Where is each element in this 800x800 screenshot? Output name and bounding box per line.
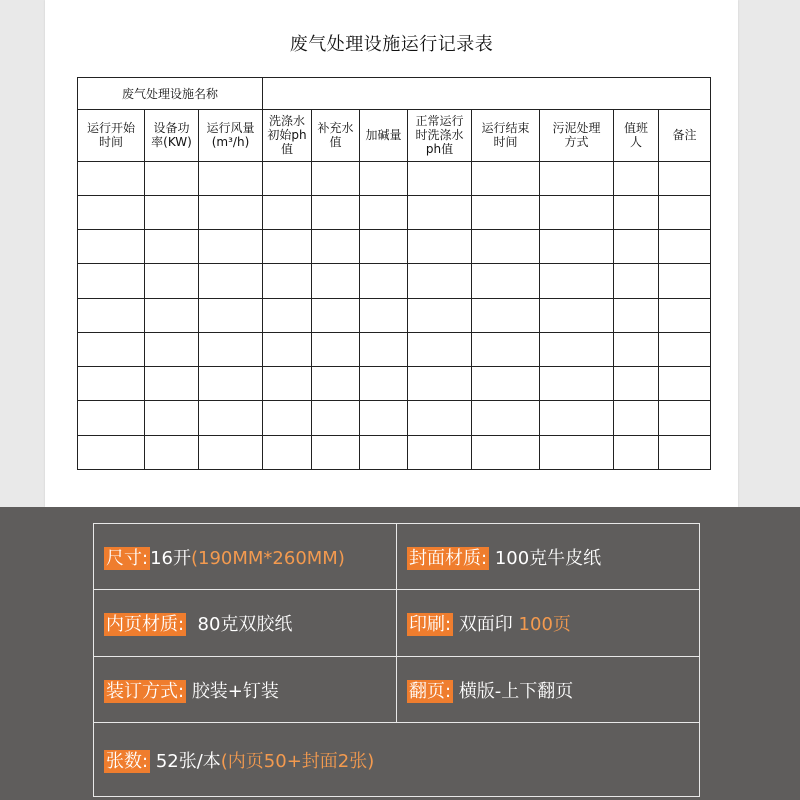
facility-name-value[interactable] bbox=[263, 78, 711, 110]
record-cell[interactable] bbox=[540, 195, 614, 229]
column-header bbox=[263, 110, 312, 161]
record-cell[interactable] bbox=[614, 367, 659, 401]
sheets-value: 52张/本 bbox=[155, 750, 221, 772]
record-cell[interactable] bbox=[408, 435, 472, 469]
record-cell[interactable] bbox=[78, 298, 145, 332]
column-header bbox=[78, 110, 145, 161]
record-cell[interactable] bbox=[360, 298, 408, 332]
record-cell[interactable] bbox=[312, 161, 360, 195]
sheets-label: 张数: bbox=[106, 750, 149, 772]
column-header bbox=[360, 110, 408, 161]
sheets-detail: (内页50+封面2张) bbox=[220, 750, 375, 772]
record-cell[interactable] bbox=[360, 435, 408, 469]
record-cell[interactable] bbox=[408, 230, 472, 264]
record-cell[interactable] bbox=[360, 195, 408, 229]
record-cell[interactable] bbox=[263, 298, 312, 332]
record-cell[interactable] bbox=[78, 332, 145, 366]
record-cell[interactable] bbox=[614, 298, 659, 332]
record-cell[interactable] bbox=[472, 298, 540, 332]
record-cell[interactable] bbox=[408, 367, 472, 401]
column-header bbox=[540, 110, 614, 161]
size-value: 16开 bbox=[150, 547, 191, 569]
record-cell[interactable] bbox=[614, 230, 659, 264]
record-cell[interactable] bbox=[360, 332, 408, 366]
record-cell[interactable] bbox=[312, 435, 360, 469]
form-title: 废气处理设施运行记录表 bbox=[289, 34, 494, 55]
record-cell[interactable] bbox=[408, 332, 472, 366]
cover-label: 封面材质: bbox=[409, 547, 488, 569]
inner-label: 内页材质: bbox=[106, 614, 185, 636]
record-cell[interactable] bbox=[472, 401, 540, 435]
record-cell[interactable] bbox=[78, 161, 145, 195]
column-header-line: (m³/h) bbox=[211, 135, 250, 150]
record-cell[interactable] bbox=[263, 264, 312, 298]
record-cell[interactable] bbox=[312, 332, 360, 366]
record-cell[interactable] bbox=[199, 230, 263, 264]
column-header-line: 污泥处理 bbox=[552, 121, 601, 136]
inner-value: 80克双胶纸 bbox=[197, 614, 293, 636]
record-cell[interactable] bbox=[263, 161, 312, 195]
record-cell[interactable] bbox=[614, 332, 659, 366]
record-cell[interactable] bbox=[659, 264, 711, 298]
column-header bbox=[312, 110, 360, 161]
column-header bbox=[472, 110, 540, 161]
spec-sheets bbox=[94, 723, 700, 797]
binding-value: 胶装+钉装 bbox=[191, 680, 279, 702]
record-cell[interactable] bbox=[199, 195, 263, 229]
column-header-line: 率(KW) bbox=[151, 135, 192, 150]
record-row bbox=[78, 230, 711, 264]
column-header bbox=[659, 110, 711, 161]
record-cell[interactable] bbox=[78, 195, 145, 229]
record-row bbox=[78, 298, 711, 332]
record-row bbox=[78, 195, 711, 229]
record-row bbox=[78, 161, 711, 195]
record-cell[interactable] bbox=[145, 332, 199, 366]
record-cell[interactable] bbox=[199, 264, 263, 298]
column-header-line: 运行结束 bbox=[481, 121, 530, 136]
record-cell[interactable] bbox=[540, 332, 614, 366]
record-cell[interactable] bbox=[145, 195, 199, 229]
record-cell[interactable] bbox=[614, 195, 659, 229]
record-cell[interactable] bbox=[472, 195, 540, 229]
flip-label: 翻页: bbox=[409, 680, 452, 702]
column-header-line: 运行风量 bbox=[206, 121, 255, 136]
record-cell[interactable] bbox=[360, 264, 408, 298]
record-cell[interactable] bbox=[408, 401, 472, 435]
binding-label: 装订方式: bbox=[106, 680, 185, 702]
record-cell[interactable] bbox=[199, 367, 263, 401]
record-cell[interactable] bbox=[263, 401, 312, 435]
facility-name-row bbox=[78, 78, 711, 110]
record-cell[interactable] bbox=[659, 195, 711, 229]
record-row bbox=[78, 401, 711, 435]
record-cell[interactable] bbox=[263, 195, 312, 229]
spec-size bbox=[94, 524, 397, 590]
record-cell[interactable] bbox=[472, 230, 540, 264]
record-cell[interactable] bbox=[312, 298, 360, 332]
column-header bbox=[408, 110, 472, 161]
record-cell[interactable] bbox=[472, 264, 540, 298]
record-cell[interactable] bbox=[614, 401, 659, 435]
record-cell[interactable] bbox=[472, 367, 540, 401]
column-header-line: 运行开始 bbox=[86, 121, 135, 136]
record-cell[interactable] bbox=[78, 401, 145, 435]
record-cell[interactable] bbox=[199, 401, 263, 435]
record-cell[interactable] bbox=[659, 367, 711, 401]
record-cell[interactable] bbox=[263, 435, 312, 469]
column-header-line: 初始ph bbox=[267, 128, 307, 143]
record-cell[interactable] bbox=[263, 367, 312, 401]
record-cell[interactable] bbox=[199, 435, 263, 469]
record-cell[interactable] bbox=[540, 298, 614, 332]
record-cell[interactable] bbox=[659, 298, 711, 332]
record-cell[interactable] bbox=[199, 332, 263, 366]
record-cell[interactable] bbox=[312, 401, 360, 435]
column-header-line: 人 bbox=[630, 135, 643, 150]
record-cell[interactable] bbox=[312, 230, 360, 264]
record-cell[interactable] bbox=[472, 161, 540, 195]
record-cell[interactable] bbox=[78, 230, 145, 264]
column-header-line: 值 bbox=[329, 135, 342, 150]
spec-binding bbox=[94, 656, 397, 722]
column-header-line: 时间 bbox=[493, 135, 518, 150]
record-cell[interactable] bbox=[540, 401, 614, 435]
record-cell[interactable] bbox=[312, 195, 360, 229]
column-header bbox=[199, 110, 263, 161]
record-cell[interactable] bbox=[263, 332, 312, 366]
record-cell[interactable] bbox=[145, 367, 199, 401]
column-header-line: 方式 bbox=[564, 135, 589, 150]
column-header-row bbox=[78, 110, 711, 161]
column-header-line: 备注 bbox=[672, 128, 697, 143]
print-label: 印刷: bbox=[409, 614, 452, 636]
record-cell[interactable] bbox=[199, 161, 263, 195]
record-cell[interactable] bbox=[78, 367, 145, 401]
record-cell[interactable] bbox=[408, 161, 472, 195]
column-header-line: 值 bbox=[281, 142, 294, 157]
record-cell[interactable] bbox=[659, 230, 711, 264]
record-cell[interactable] bbox=[659, 401, 711, 435]
print-value: 双面印 bbox=[458, 614, 513, 636]
record-cell[interactable] bbox=[540, 367, 614, 401]
record-cell[interactable] bbox=[78, 435, 145, 469]
spec-row bbox=[94, 590, 700, 656]
record-cell[interactable] bbox=[659, 161, 711, 195]
record-cell[interactable] bbox=[145, 230, 199, 264]
record-cell[interactable] bbox=[540, 161, 614, 195]
record-cell[interactable] bbox=[145, 161, 199, 195]
record-table bbox=[77, 77, 711, 470]
spec-row bbox=[94, 524, 700, 590]
record-cell[interactable] bbox=[360, 230, 408, 264]
record-cell[interactable] bbox=[360, 401, 408, 435]
column-header-line: 正常运行 bbox=[415, 114, 464, 129]
column-header-line: ph值 bbox=[425, 142, 454, 157]
record-cell[interactable] bbox=[145, 401, 199, 435]
size-label: 尺寸: bbox=[106, 547, 149, 569]
spec-print bbox=[397, 590, 700, 656]
record-row bbox=[78, 332, 711, 366]
column-header-line: 时间 bbox=[98, 135, 123, 150]
record-cell[interactable] bbox=[472, 435, 540, 469]
record-cell[interactable] bbox=[472, 332, 540, 366]
column-header-line: 值班 bbox=[624, 121, 649, 136]
record-cell[interactable] bbox=[540, 230, 614, 264]
spec-inner bbox=[94, 590, 397, 656]
record-cell[interactable] bbox=[614, 264, 659, 298]
record-cell[interactable] bbox=[145, 298, 199, 332]
flip-value: 横版-上下翻页 bbox=[458, 680, 574, 702]
spec-row bbox=[94, 656, 700, 722]
record-cell[interactable] bbox=[659, 435, 711, 469]
record-cell[interactable] bbox=[408, 195, 472, 229]
record-cell[interactable] bbox=[540, 264, 614, 298]
print-pages: 100页 bbox=[518, 614, 571, 636]
record-row bbox=[78, 264, 711, 298]
spec-row bbox=[94, 723, 700, 797]
column-header bbox=[145, 110, 199, 161]
record-cell[interactable] bbox=[408, 298, 472, 332]
cover-value: 100克牛皮纸 bbox=[494, 547, 602, 569]
record-cell[interactable] bbox=[312, 264, 360, 298]
record-cell[interactable] bbox=[614, 161, 659, 195]
record-cell[interactable] bbox=[408, 264, 472, 298]
spec-cover bbox=[397, 524, 700, 590]
column-header-line: 加碱量 bbox=[365, 128, 402, 143]
record-cell[interactable] bbox=[78, 264, 145, 298]
record-cell[interactable] bbox=[540, 435, 614, 469]
column-header bbox=[614, 110, 659, 161]
record-row bbox=[78, 367, 711, 401]
column-header-line: 补充水 bbox=[317, 121, 354, 136]
record-cell[interactable] bbox=[614, 435, 659, 469]
record-cell[interactable] bbox=[199, 298, 263, 332]
record-row bbox=[78, 435, 711, 469]
record-cell[interactable] bbox=[145, 264, 199, 298]
record-sheet bbox=[45, 0, 738, 507]
spec-flip bbox=[397, 656, 700, 722]
record-cell[interactable] bbox=[263, 230, 312, 264]
spec-grid bbox=[93, 523, 700, 797]
record-cell[interactable] bbox=[360, 161, 408, 195]
facility-name-label: 废气处理设施名称 bbox=[78, 78, 263, 110]
record-cell[interactable] bbox=[659, 332, 711, 366]
record-cell[interactable] bbox=[360, 367, 408, 401]
column-header-line: 时洗涤水 bbox=[415, 128, 464, 143]
size-dimensions: (190MM*260MM) bbox=[190, 547, 345, 569]
column-header-line: 设备功 bbox=[153, 121, 190, 136]
record-cell[interactable] bbox=[145, 435, 199, 469]
record-cell[interactable] bbox=[312, 367, 360, 401]
column-header-line: 洗涤水 bbox=[269, 114, 306, 129]
